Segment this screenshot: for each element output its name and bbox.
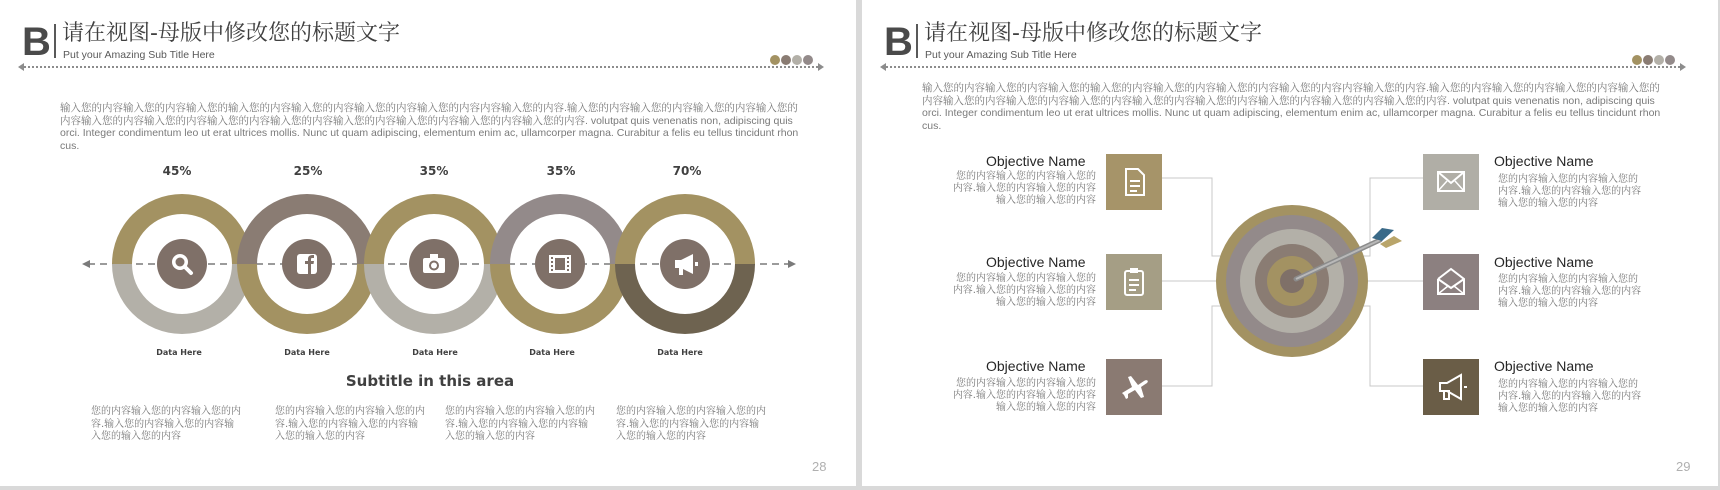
objective-icon-tile-left-2	[1106, 254, 1162, 310]
ring-percent-3: 35%	[419, 164, 449, 178]
airplane-icon	[1106, 359, 1162, 415]
megaphone-icon	[1423, 359, 1479, 415]
objective-icon-tile-right-2	[1423, 254, 1479, 310]
column-text-4: 您的内容输入您的内容输入您的内容.输入您的内容输入您的内容输入您的输入您的内容	[616, 406, 766, 442]
body-paragraph: 输入您的内容输入您的内容输入您的输入您的内容输入您的内容输入您的内容输入您的内容内容输入您的内容.输入您的内容输入您的内容输入您的内容输入您的内容输入您的内容输入您的内容输入您的内容输入您的内容输入您的内容输入您的内容输入您的内容输入您的内容. volutpat quis venenatis non, adipiscing quis orci. Integer condimentum leo ut erat ultrices mollis. Nunc ut quam adipiscing, elementum enim ac, ullamcorper magna. Curabitur a felis eu tellus tincidunt rhoncus.	[60, 102, 799, 152]
objective-text-left-2: 您的内容输入您的内容输入您的内容.输入您的内容输入您的内容输入您的输入您的内容	[952, 273, 1096, 308]
objective-name-left-3: Objective Name	[986, 358, 1086, 374]
header-dotted-line	[882, 66, 1684, 68]
objective-name-right-3: Objective Name	[1494, 358, 1594, 374]
logo-letter: B	[22, 20, 51, 64]
page-number: 29	[1676, 459, 1691, 474]
objective-name-left-2: Objective Name	[986, 254, 1086, 270]
page-title: 请在视图-母版中修改您的标题文字	[924, 21, 1262, 46]
ring-label-5: Data Here	[657, 348, 703, 357]
arrow-left-icon	[880, 63, 886, 71]
slide-29	[862, 0, 1718, 486]
title-divider	[916, 24, 918, 58]
objective-name-right-1: Objective Name	[1494, 153, 1594, 169]
ring-percent-4: 35%	[546, 164, 576, 178]
ring-label-1: Data Here	[156, 348, 202, 357]
target-icon	[1216, 205, 1368, 357]
envelope-icon	[1423, 154, 1479, 210]
ring-percent-5: 70%	[672, 164, 702, 178]
open-envelope-icon	[1423, 254, 1479, 310]
logo-letter: B	[884, 20, 913, 64]
objective-icon-tile-left-1	[1106, 154, 1162, 210]
section-subtitle: Subtitle in this area	[345, 372, 515, 390]
title-divider	[54, 24, 56, 58]
color-dots	[770, 50, 826, 61]
arrow-right-icon	[818, 63, 824, 71]
axis-arrow-left-icon	[82, 260, 90, 268]
facebook-icon	[297, 254, 317, 274]
ring-label-3: Data Here	[412, 348, 458, 357]
page-title: 请在视图-母版中修改您的标题文字	[62, 21, 400, 46]
document-icon	[1106, 154, 1162, 210]
arrow-right-icon	[1680, 63, 1686, 71]
ring-percent-2: 25%	[293, 164, 323, 178]
ring-label-2: Data Here	[284, 348, 330, 357]
page-subtitle: Put your Amazing Sub Title Here	[63, 49, 215, 61]
objective-icon-tile-left-3	[1106, 359, 1162, 415]
column-text-2: 您的内容输入您的内容输入您的内容.输入您的内容输入您的内容输入您的输入您的内容	[275, 406, 425, 442]
objective-text-left-3: 您的内容输入您的内容输入您的内容.输入您的内容输入您的内容输入您的输入您的内容	[952, 378, 1096, 413]
column-text-1: 您的内容输入您的内容输入您的内容.输入您的内容输入您的内容输入您的输入您的内容	[91, 406, 241, 442]
objective-text-right-1: 您的内容输入您的内容输入您的内容.输入您的内容输入您的内容输入您的输入您的内容	[1498, 174, 1642, 209]
body-paragraph: 输入您的内容输入您的内容输入您的输入您的内容输入您的内容输入您的内容输入您的内容内容输入您的内容.输入您的内容输入您的内容输入您的内容输入您的内容输入您的内容输入您的内容输入您的内容输入您的内容输入您的内容输入您的内容输入您的内容输入您的内容. volutpat quis venenatis non, adipiscing quis orci. Integer condimentum leo ut erat ultrices mollis. Nunc ut quam adipiscing, elementum enim ac, ullamcorper magna. Curabitur a felis eu tellus tincidunt rhoncus.	[922, 82, 1661, 132]
ring-percent-1: 45%	[162, 164, 192, 178]
objective-name-right-2: Objective Name	[1494, 254, 1594, 270]
clipboard-icon	[1106, 254, 1162, 310]
arrow-left-icon	[18, 63, 24, 71]
objective-text-left-1: 您的内容输入您的内容输入您的内容.输入您的内容输入您的内容输入您的输入您的内容	[952, 171, 1096, 206]
film-icon	[549, 255, 571, 273]
ring-label-4: Data Here	[529, 348, 575, 357]
axis-arrow-right-icon	[788, 260, 796, 268]
header-dotted-line	[20, 66, 822, 68]
objective-text-right-3: 您的内容输入您的内容输入您的内容.输入您的内容输入您的内容输入您的输入您的内容	[1498, 379, 1642, 414]
color-dots	[1632, 50, 1688, 61]
column-text-3: 您的内容输入您的内容输入您的内容.输入您的内容输入您的内容输入您的输入您的内容	[445, 406, 595, 442]
page-subtitle: Put your Amazing Sub Title Here	[925, 49, 1077, 61]
page-number: 28	[812, 459, 827, 474]
slide-28	[0, 0, 856, 486]
objective-text-right-2: 您的内容输入您的内容输入您的内容.输入您的内容输入您的内容输入您的输入您的内容	[1498, 274, 1642, 309]
objective-name-left-1: Objective Name	[986, 153, 1086, 169]
objective-icon-tile-right-3	[1423, 359, 1479, 415]
objective-icon-tile-right-1	[1423, 154, 1479, 210]
